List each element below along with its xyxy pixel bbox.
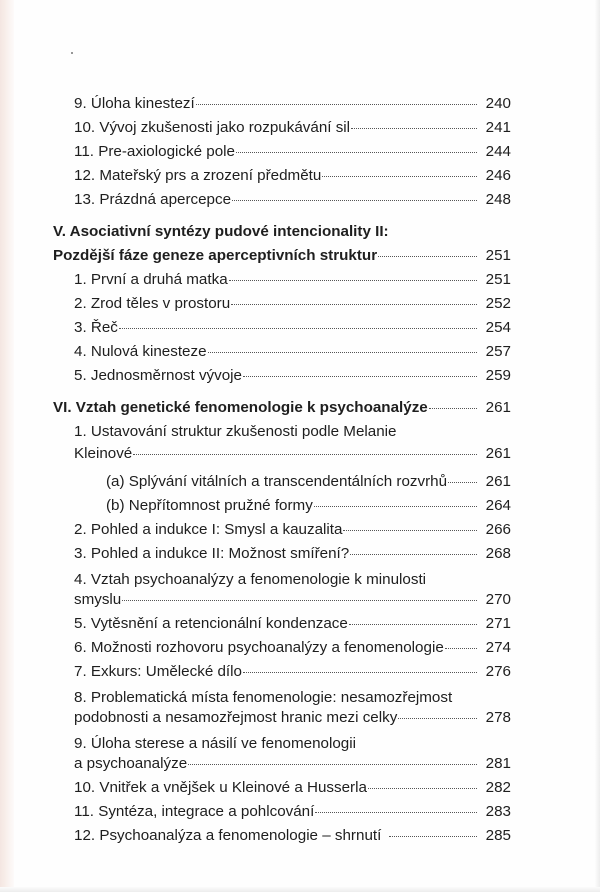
dot-leader	[119, 328, 477, 329]
dot-leader	[429, 408, 477, 409]
toc-entry-title: 2. Pohled a indukce I: Smysl a kauzalita	[74, 521, 343, 538]
dot-leader	[208, 352, 477, 353]
toc-entry-title-line2: podobnosti a nesamozřejmost hranic mezi celky	[74, 709, 398, 726]
toc-entry-title-line1: 8. Problematická místa fenomenologie: nesamozřejmost	[74, 689, 453, 706]
toc-page-number: 261	[485, 399, 511, 416]
toc-entry-title-line2: a psychoanalýze	[74, 755, 188, 772]
dot-leader	[368, 788, 477, 789]
toc-entry-title-line2: Kleinové	[74, 445, 133, 462]
dot-leader	[448, 482, 477, 483]
dot-leader	[322, 176, 477, 177]
dot-leader	[349, 624, 477, 625]
dot-leader	[243, 376, 477, 377]
toc-page-number: 241	[485, 119, 511, 136]
toc-page-number: 251	[485, 247, 511, 264]
dot-leader	[188, 764, 477, 765]
toc-entry-title: 7. Exkurs: Umělecké dílo	[74, 663, 242, 680]
dot-leader	[133, 454, 477, 455]
toc-section-title-line1: V. Asociativní syntézy pudové intencionality II:	[53, 223, 389, 240]
toc-page-number: 251	[485, 271, 511, 288]
toc-page-number: 283	[485, 803, 511, 820]
toc-page-number: 282	[485, 779, 511, 796]
toc-page-number: 246	[485, 167, 511, 184]
toc-entry-title: 3. Pohled a indukce II: Možnost smíření?	[74, 545, 350, 562]
toc-entry-title-line2: smyslu	[74, 591, 122, 608]
toc-page-number: 261	[485, 445, 511, 462]
dot-leader	[231, 304, 477, 305]
toc-section-title: VI. Vztah genetické fenomenologie k psychoanalýze	[53, 399, 428, 416]
toc-page-number: 266	[485, 521, 511, 538]
toc-page-number: 244	[485, 143, 511, 160]
toc-entry-title: 10. Vnitřek a vnějšek u Kleinové a Husserla	[74, 779, 367, 796]
dot-leader	[343, 530, 477, 531]
dot-leader	[243, 672, 477, 673]
toc-entry-title: 11. Pre-axiologické pole	[74, 143, 235, 160]
toc-entry-title: 10. Vývoj zkušenosti jako rozpukávání sil	[74, 119, 351, 136]
toc-entry-title: (a) Splývání vitálních a transcendentálních rozvrhů	[106, 473, 448, 490]
toc-entry-title: 12. Psychoanalýza a fenomenologie – shrnutí	[74, 827, 382, 844]
dot-leader	[232, 200, 477, 201]
toc-page-number: 257	[485, 343, 511, 360]
toc-page-number: 276	[485, 663, 511, 680]
toc-page-number: 261	[485, 473, 511, 490]
toc-page-number: 285	[485, 827, 511, 844]
page-edge-shadow	[0, 0, 14, 892]
toc-page-number: 252	[485, 295, 511, 312]
toc-page-number: 259	[485, 367, 511, 384]
dot-leader	[236, 152, 477, 153]
dot-leader	[314, 506, 477, 507]
dot-leader	[398, 718, 477, 719]
toc-entry-title: 3. Řeč	[74, 319, 118, 336]
dot-leader	[351, 128, 477, 129]
dot-leader	[445, 648, 477, 649]
dot-leader	[350, 554, 477, 555]
toc-section-title-line2: Pozdější fáze geneze aperceptivních struktur	[53, 247, 378, 264]
toc-page-number: 248	[485, 191, 511, 208]
toc-page-number: 281	[485, 755, 511, 772]
toc-entry-title: (b) Nepřítomnost pružné formy	[106, 497, 313, 514]
toc-entry-title-line1: 4. Vztah psychoanalýzy a fenomenologie k minulosti	[74, 571, 427, 588]
toc-page-number: 264	[485, 497, 511, 514]
toc-page-number: 278	[485, 709, 511, 726]
toc-page-number: 270	[485, 591, 511, 608]
toc-entry-title: 2. Zrod těles v prostoru	[74, 295, 231, 312]
page-edge-right	[595, 0, 600, 892]
dot-leader	[229, 280, 477, 281]
toc-entry-title: 11. Syntéza, integrace a pohlcování	[74, 803, 315, 820]
toc-page-number: 268	[485, 545, 511, 562]
dot-leader	[378, 256, 477, 257]
toc-entry-title: 13. Prázdná apercepce	[74, 191, 232, 208]
toc-entry-title-line1: 1. Ustavování struktur zkušenosti podle Melanie	[74, 423, 397, 440]
toc-entry-title: 5. Jednosměrnost vývoje	[74, 367, 242, 384]
toc-page-number: 271	[485, 615, 511, 632]
toc-page-number: 254	[485, 319, 511, 336]
toc-entry-title: 1. První a druhá matka	[74, 271, 228, 288]
dot-leader	[122, 600, 477, 601]
toc-entry-title: 6. Možnosti rozhovoru psychoanalýzy a fenomenologie	[74, 639, 444, 656]
toc-entry-title-line1: 9. Úloha sterese a násilí ve fenomenologii	[74, 735, 356, 752]
dot-leader	[315, 812, 477, 813]
dot-leader	[389, 836, 477, 837]
toc-entry-title: 5. Vytěsnění a retencionální kondenzace	[74, 615, 348, 632]
toc-page-number: 274	[485, 639, 511, 656]
toc-entry-title: 12. Mateřský prs a zrození předmětu	[74, 167, 322, 184]
toc-entry-title: 4. Nulová kinesteze	[74, 343, 207, 360]
dot-leader	[196, 104, 477, 105]
scan-speck	[71, 52, 73, 54]
toc-entry-title: 9. Úloha kinestezí	[74, 95, 195, 112]
page-edge-bottom	[0, 887, 600, 892]
toc-page-number: 240	[485, 95, 511, 112]
